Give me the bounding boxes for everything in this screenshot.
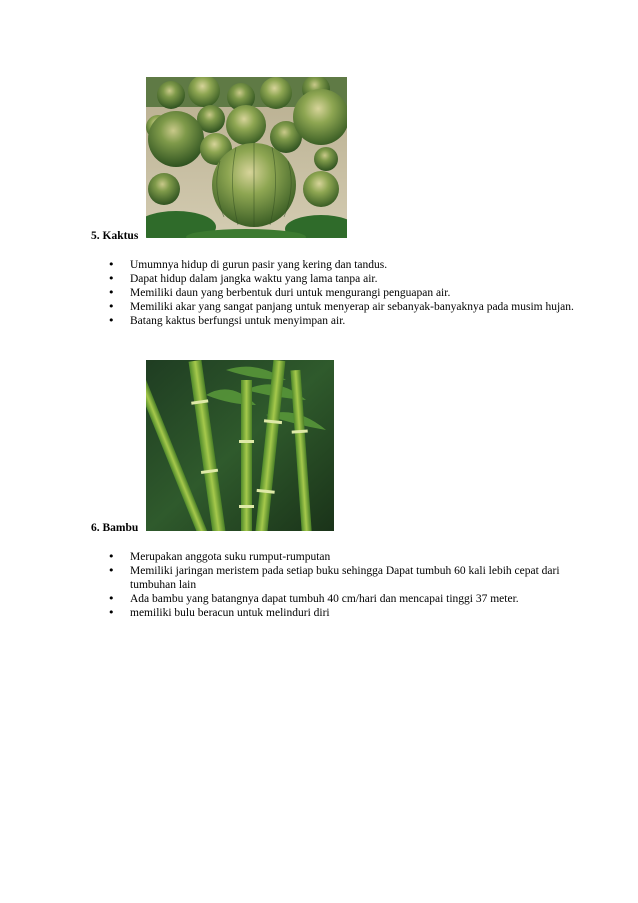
list-item: • Dapat hidup dalam jangka waktu yang lama tanpa air. xyxy=(108,272,578,286)
list-item: • Merupakan anggota suku rumput-rumputan xyxy=(108,550,578,564)
section-heading-bambu: 6. Bambu xyxy=(91,522,139,534)
list-item: • Umumnya hidup di gurun pasir yang kering dan tandus. xyxy=(108,258,578,272)
list-item: • Memiliki jaringan meristem pada setiap buku sehingga Dapat tumbuh 60 kali lebih cepat dari tumbuhan lain xyxy=(108,564,578,592)
cactus-illustration xyxy=(146,77,347,238)
section-heading-kaktus: 5. Kaktus xyxy=(91,230,139,242)
bamboo-illustration xyxy=(146,360,334,531)
list-item: • memiliki bulu beracun untuk melinduri diri xyxy=(108,606,578,620)
list-item: • Memiliki akar yang sangat panjang untuk menyerap air sebanyak-banyaknya pada musim hujan. xyxy=(108,300,578,314)
bamboo-photo xyxy=(146,360,334,531)
list-item: • Batang kaktus berfungsi untuk menyimpan air. xyxy=(108,314,578,328)
kaktus-bullet-list xyxy=(108,258,578,328)
list-item: • Ada bambu yang batangnya dapat tumbuh 40 cm/hari dan mencapai tinggi 37 meter. xyxy=(108,592,578,606)
cactus-photo xyxy=(146,77,347,238)
list-item: • Memiliki daun yang berbentuk duri untuk mengurangi penguapan air. xyxy=(108,286,578,300)
bambu-bullet-list xyxy=(108,550,578,620)
